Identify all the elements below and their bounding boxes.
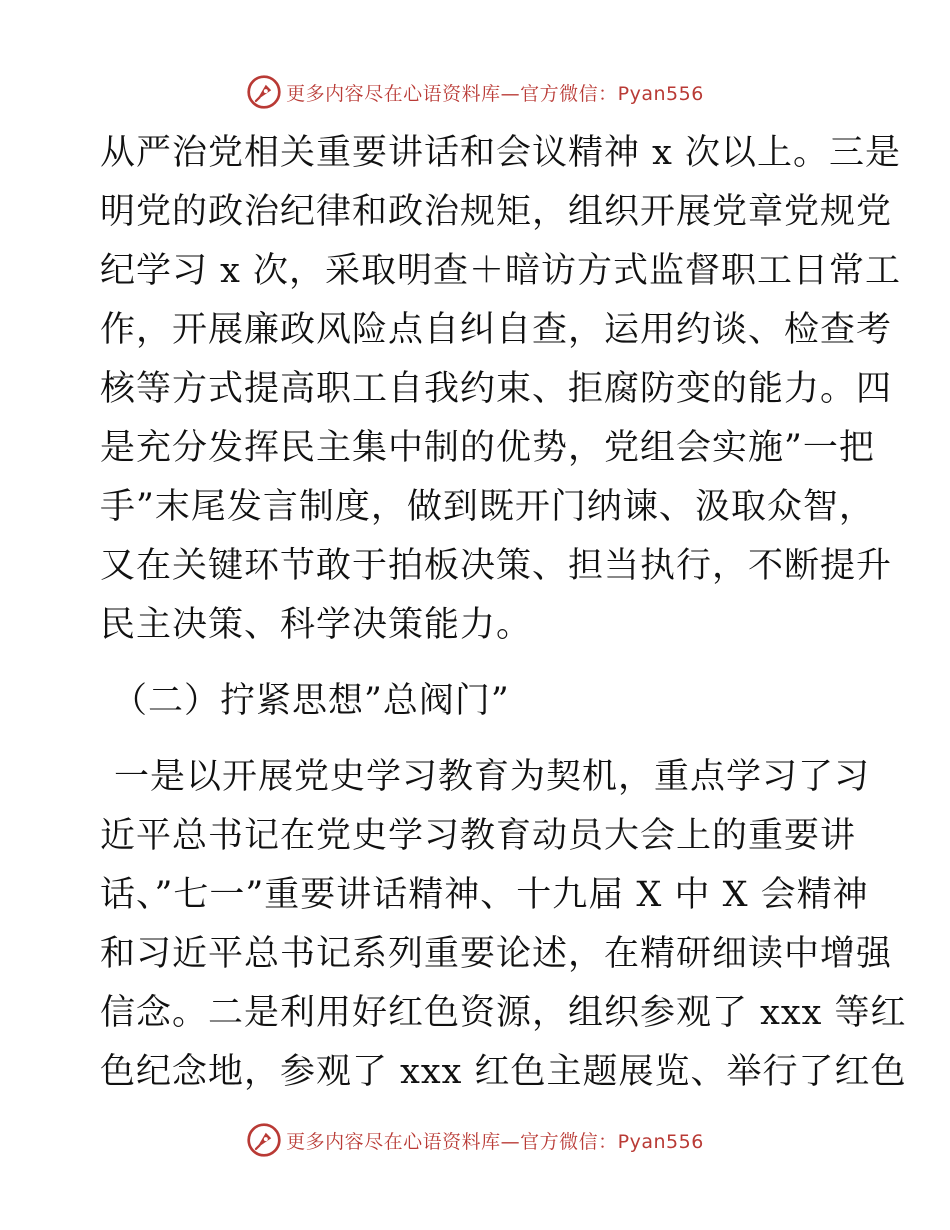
header-watermark [0, 70, 950, 114]
body-line: 又在关键环节敢于拍板决策、担当执行，不断提升 [100, 546, 893, 586]
pen-nib-logo-icon [246, 1122, 282, 1158]
body-line: 从严治党相关重要讲话和会议精神 x 次以上。三是 [100, 133, 901, 173]
body-line: 纪学习 x 次，采取明查＋暗访方式监督职工日常工 [100, 251, 901, 291]
section-line: 和习近平总书记系列重要论述，在精研细读中增强 [100, 934, 893, 974]
body-line: 核等方式提高职工自我约束、拒腐防变的能力。四 [100, 369, 893, 409]
pen-nib-logo-icon [246, 74, 282, 110]
body-line: 民主决策、科学决策能力。 [100, 605, 533, 645]
footer-watermark [0, 1118, 950, 1162]
section-heading: （二）拧紧思想”总阀门” [112, 681, 510, 721]
section-line: 色纪念地，参观了 xxx 红色主题展览、举行了红色 [100, 1052, 907, 1092]
section-line: 话、”七一”重要讲话精神、十九届 X 中 X 会精神 [100, 875, 869, 915]
body-line: 明党的政治纪律和政治规矩，组织开展党章党规党 [100, 192, 893, 232]
body-line: 作，开展廉政风险点自纠自查，运用约谈、检查考 [100, 310, 893, 350]
watermark-text: 更多内容尽在心语资料库—官方微信：Pyan556 [286, 1130, 704, 1153]
section-line: 近平总书记在党史学习教育动员大会上的重要讲 [100, 816, 857, 856]
section-line: 信念。二是利用好红色资源，组织参观了 xxx 等红 [100, 993, 907, 1033]
body-line: 手”末尾发言制度，做到既开门纳谏、汲取众智， [100, 487, 875, 527]
document-body [100, 124, 907, 1102]
section-line: 一是以开展党史学习教育为契机，重点学习了习 [114, 757, 871, 797]
watermark-text: 更多内容尽在心语资料库—官方微信：Pyan556 [286, 82, 704, 105]
body-line: 是充分发挥民主集中制的优势，党组会实施”一把 [100, 428, 875, 468]
